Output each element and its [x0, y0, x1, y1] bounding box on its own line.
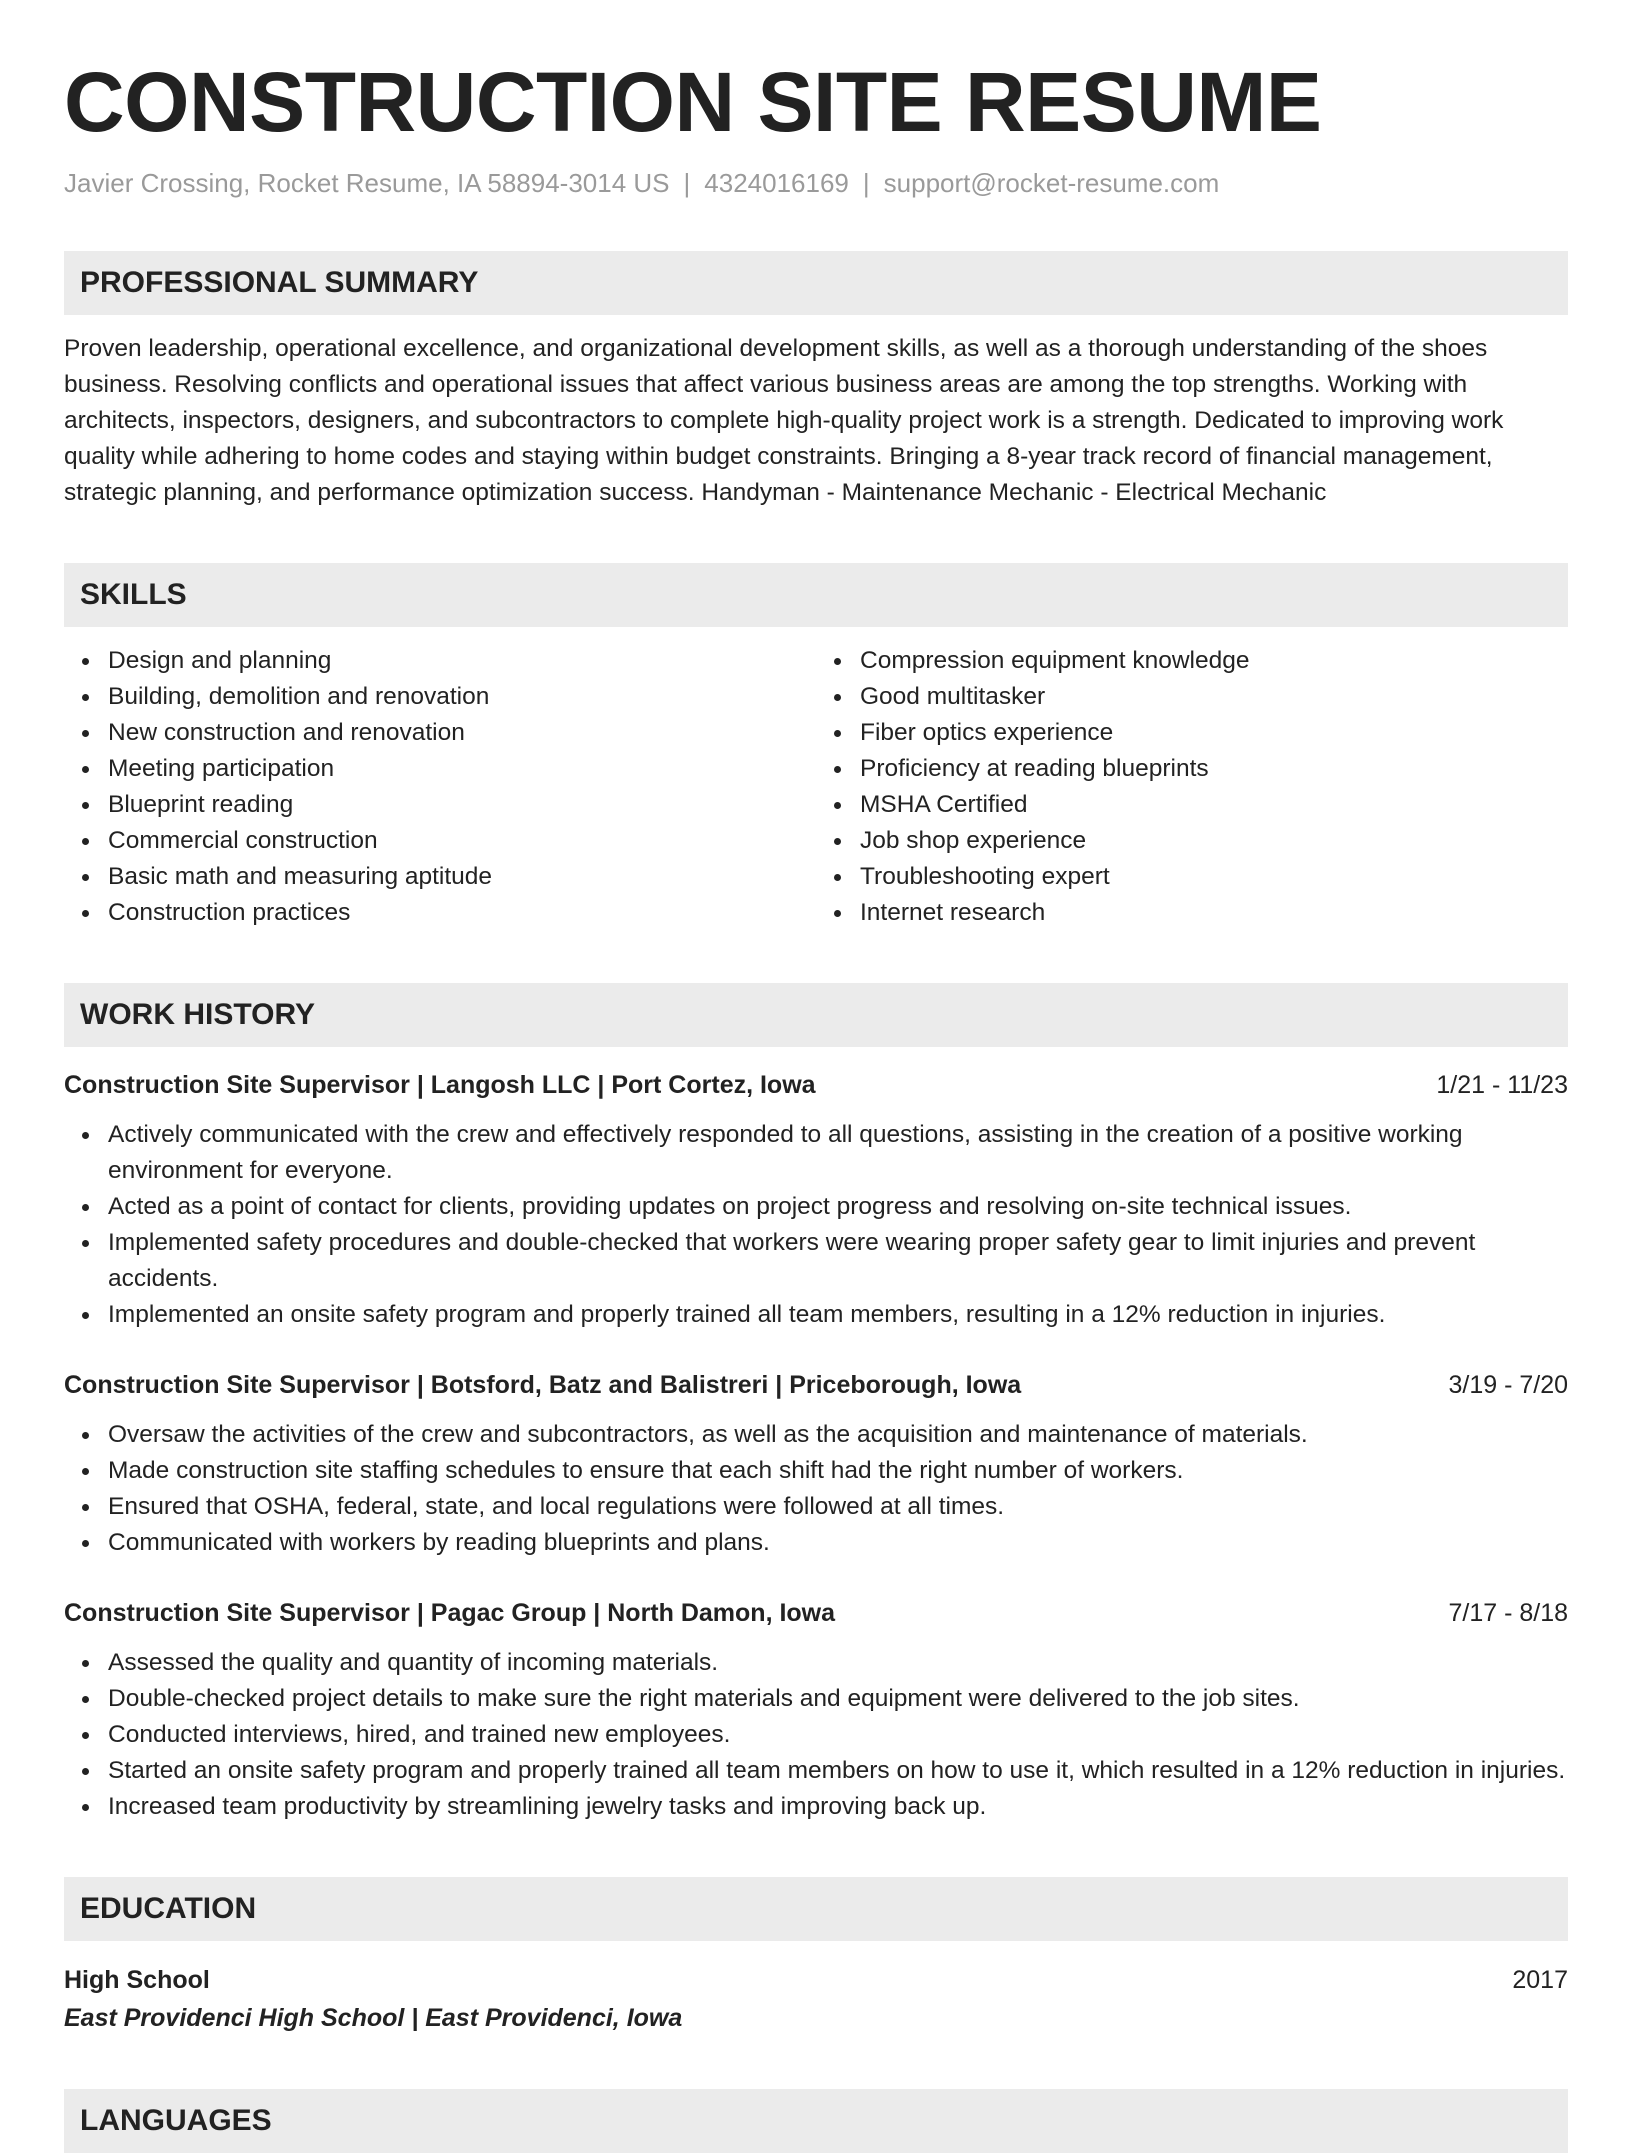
section-heading-summary: PROFESSIONAL SUMMARY [64, 251, 1568, 315]
job-dates: 7/17 - 8/18 [1448, 1599, 1568, 1627]
contact-separator: | [683, 168, 691, 198]
skill-item: Blueprint reading [108, 787, 816, 823]
skill-item: Internet research [860, 895, 1568, 931]
job-bullet: Conducted interviews, hired, and trained new employees. [108, 1717, 1568, 1753]
education-header [64, 1961, 1568, 1999]
job-bullet: Assessed the quality and quantity of incoming materials. [108, 1645, 1568, 1681]
job-bullet: Ensured that OSHA, federal, state, and local regulations were followed at all times. [108, 1489, 1568, 1525]
resume-title: CONSTRUCTION SITE RESUME [64, 55, 1322, 149]
skills-list-right [816, 643, 1568, 931]
skill-item: Basic math and measuring aptitude [108, 859, 816, 895]
education-school: East Providenci High School | East Providenci, Iowa [64, 2004, 683, 2032]
job-bullet: Implemented safety procedures and double-checked that workers were wearing proper safety gear to limit injuries and prevent accidents. [108, 1225, 1568, 1297]
job-bullet: Implemented an onsite safety program and properly trained all team members, resulting in a 12% reduction in injuries. [108, 1297, 1568, 1333]
skills-columns [64, 643, 1568, 931]
contact-email: support@rocket-resume.com [883, 168, 1220, 198]
summary-text: Proven leadership, operational excellence, and organizational development skills, as well as a thorough understanding of the shoes business. Resolving conflicts and operational issues that affect various business areas are among the top strengths. Working with architects, inspectors, designers, and subcontractors to complete high-quality project work is a strength. Dedicated to improving work quality while adhering to home codes and staying within budget constraints. Bringing a 8-year track record of financial management, strategic planning, and performance optimization success. Handyman - Maintenance Mechanic - Electrical Mechanic [64, 335, 1504, 506]
job-bullet: Oversaw the activities of the crew and subcontractors, as well as the acquisition and maintenance of materials. [108, 1417, 1568, 1453]
contact-address: Javier Crossing, Rocket Resume, IA 58894-3014 US [64, 168, 670, 198]
skill-item: Meeting participation [108, 751, 816, 787]
skill-item: New construction and renovation [108, 715, 816, 751]
skill-item: MSHA Certified [860, 787, 1568, 823]
skill-item: Good multitasker [860, 679, 1568, 715]
skill-item: Construction practices [108, 895, 816, 931]
contact-separator: | [862, 168, 870, 198]
job-bullets [64, 1117, 1568, 1333]
education-year: 2017 [1512, 1966, 1568, 1994]
skill-item: Proficiency at reading blueprints [860, 751, 1568, 787]
job-entry [64, 1367, 1568, 1561]
section-heading-work-history: WORK HISTORY [64, 983, 1568, 1047]
job-dates: 1/21 - 11/23 [1436, 1071, 1568, 1099]
job-bullet: Acted as a point of contact for clients, providing updates on project progress and resolving on-site technical issues. [108, 1189, 1568, 1225]
skills-list-left [64, 643, 816, 931]
section-heading-education: EDUCATION [64, 1877, 1568, 1941]
job-bullet: Communicated with workers by reading blueprints and plans. [108, 1525, 1568, 1561]
job-title: Construction Site Supervisor | Langosh LLC | Port Cortez, Iowa [64, 1071, 816, 1099]
section-heading-skills: SKILLS [64, 563, 1568, 627]
job-bullet: Actively communicated with the crew and effectively responded to all questions, assisting in the creation of a positive working environment for everyone. [108, 1117, 1568, 1189]
contact-line [64, 168, 1568, 199]
job-header [64, 1595, 1568, 1631]
job-bullet: Made construction site staffing schedules to ensure that each shift had the right number of workers. [108, 1453, 1568, 1489]
skill-item: Building, demolition and renovation [108, 679, 816, 715]
job-bullets [64, 1645, 1568, 1825]
skill-item: Compression equipment knowledge [860, 643, 1568, 679]
education-degree: High School [64, 1966, 210, 1994]
job-bullets [64, 1417, 1568, 1561]
job-bullet: Started an onsite safety program and properly trained all team members on how to use it, which resulted in a 12% reduction in injuries. [108, 1753, 1568, 1789]
section-heading-languages: LANGUAGES [64, 2089, 1568, 2153]
job-entry [64, 1595, 1568, 1825]
skill-item: Commercial construction [108, 823, 816, 859]
contact-phone: 4324016169 [704, 168, 849, 198]
skill-item: Fiber optics experience [860, 715, 1568, 751]
education-entry [64, 1961, 1568, 2037]
job-entry [64, 1067, 1568, 1333]
skill-item: Job shop experience [860, 823, 1568, 859]
job-bullet: Double-checked project details to make sure the right materials and equipment were delivered to the job sites. [108, 1681, 1568, 1717]
job-header [64, 1067, 1568, 1103]
skill-item: Troubleshooting expert [860, 859, 1568, 895]
job-title: Construction Site Supervisor | Botsford, Batz and Balistreri | Priceborough, Iowa [64, 1371, 1022, 1399]
job-bullet: Increased team productivity by streamlining jewelry tasks and improving back up. [108, 1789, 1568, 1825]
job-title: Construction Site Supervisor | Pagac Group | North Damon, Iowa [64, 1599, 836, 1627]
job-header [64, 1367, 1568, 1403]
job-dates: 3/19 - 7/20 [1448, 1371, 1568, 1399]
skill-item: Design and planning [108, 643, 816, 679]
